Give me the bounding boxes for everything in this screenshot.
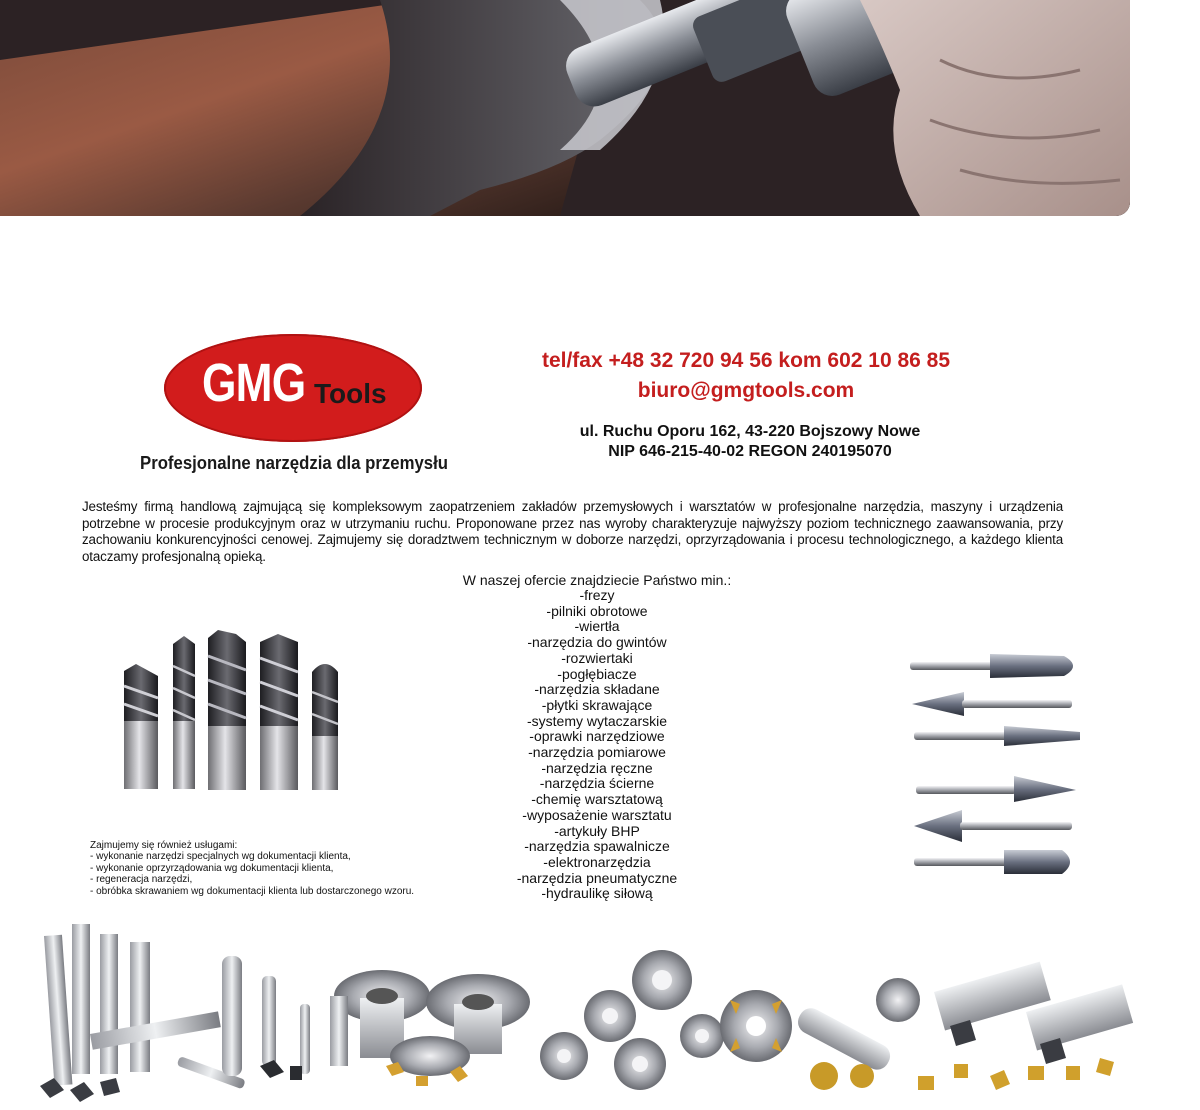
address-line: ul. Ruchu Oporu 162, 43-220 Bojszowy Nowe [579, 423, 921, 440]
hero-banner [0, 0, 1130, 216]
list-item: - wykonanie oprzyrządowania wg dokumentacji klienta, [90, 862, 334, 874]
rotary-burrs-photo [904, 646, 1084, 876]
offer-heading: W naszej ofercie znajdziecie Państwo min.: [462, 572, 732, 588]
list-item: -płytki skrawające [541, 696, 653, 713]
list-item: -narzędzia składane [534, 681, 660, 698]
logo-brand: GMG [202, 353, 306, 413]
registry-line: NIP 646-215-40-02 REGON 240195070 [608, 443, 892, 460]
list-item: -elektronarzędzia [543, 853, 651, 870]
list-item: -narzędzia ręczne [541, 759, 653, 776]
list-item: -systemy wytaczarskie [526, 712, 668, 729]
logo-suffix: Tools [314, 378, 387, 409]
list-item: -narzędzia pneumatyczne [516, 869, 678, 886]
list-item: -hydraulikę siłową [541, 885, 653, 902]
list-item: - regeneracja narzędzi, [90, 874, 193, 886]
end-mills-photo [118, 626, 348, 792]
list-item: -wyposażenie warsztatu [522, 806, 672, 823]
list-item: -artykuły BHP [554, 822, 640, 839]
list-item: -narzędzia pomiarowe [528, 744, 666, 761]
list-item: - obróbka skrawaniem wg dokumentacji klienta lub dostarczonego wzoru. [90, 885, 415, 897]
intro-paragraph: Jesteśmy firmą handlową zajmującą się kompleksowym zaopatrzeniem zakładów przemysłowych i warsztatów w profesjonalne narzędzia, maszyny i urządzenia potrzebne w procesie produkcyjnym oraz w utrzymaniu ruchu. Proponowane przez nas wyroby charakteryzuje najwyższy poziom technicznego zaawansowania, przy zachowaniu konkurencyjności cenowej. Zajmujemy się doradztwem technicznym w doborze narzędzi, oprzyrządowania i procesu technologicznego, a każdego klienta otaczamy profesjonalną opieką. [82, 499, 1063, 564]
list-item: -pilniki obrotowe [546, 602, 648, 619]
list-item: -narzędzia ścierne [539, 775, 655, 792]
banner-grinding-photo [0, 0, 1130, 216]
list-item: -oprawki narzędziowe [529, 728, 665, 745]
email-link[interactable]: biuro@gmgtools.com [637, 379, 855, 402]
list-item: -frezy [579, 587, 615, 603]
list-item: -narzędzia do gwintów [527, 634, 667, 651]
services-list [90, 851, 470, 897]
list-item: -wiertła [574, 618, 620, 635]
services-block [90, 840, 470, 897]
list-item: -chemię warsztatową [531, 791, 663, 808]
list-item: -rozwiertaki [561, 649, 633, 666]
list-item: -narzędzia spawalnicze [524, 838, 670, 855]
company-logo [164, 334, 422, 442]
tagline: Profesjonalne narzędzia dla przemysłu [140, 453, 448, 473]
list-item: - wykonanie narzędzi specjalnych wg dokumentacji klienta, [90, 851, 351, 863]
phone-line: tel/fax +48 32 720 94 56 kom 602 10 86 85 [541, 349, 951, 372]
services-heading: Zajmujemy się również usługami: [90, 840, 238, 851]
cutting-tools-collage [30, 916, 1140, 1106]
list-item: -pogłębiacze [557, 665, 637, 682]
